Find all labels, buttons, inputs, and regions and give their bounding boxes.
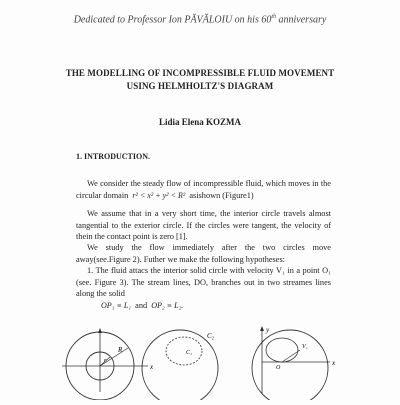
figure-1 [62,328,154,400]
paragraph-4 [76,265,331,311]
figures-row [0,322,400,400]
paper-title [0,67,400,93]
figure-3 [252,326,336,400]
author-name: Lidia Elena KOZMA [158,117,241,127]
dedication-suffix: anniversary [276,14,327,26]
paragraph-4-text: 1. The fluid attacs the interior solid circle with velocity V₁ in a point O₁ (see. Figure 3). The stream lines, DO, branches out in two streames lines along the solid [76,266,331,298]
paragraph-4-and: and [135,300,148,310]
fig3-label-y: y [266,326,270,334]
paragraph-4-math-line [76,300,331,312]
fig1-label-r: r [104,358,107,364]
figure-2 [142,330,218,400]
fig3-label-V: V₁ [302,344,308,350]
paragraph-1-text: We consider the steady flow of incompressible fluid, which moves in the circular domain [76,179,331,200]
fig1-label-x: x [150,363,154,371]
dedication-superscript: th [271,14,277,20]
fig3-outer-circle [252,330,328,400]
title-line-2: USING HELMHOLTZ'S DIAGRAM [126,81,274,91]
dedication-header [0,14,400,25]
fig3-label-O: O [276,365,281,371]
paragraph-4-math-1: OP₁ ≡ L₁ [101,300,132,310]
paragraph-1-tail: asishown (Figure1) [189,190,254,200]
fig3-y-arrow [260,326,264,331]
figures-svg [0,322,400,400]
title-line-1: THE MODELLING OF INCOMPRESSIBLE FLUID MOVEMENT [65,68,335,78]
fig3-inner-circle [266,338,298,362]
fig1-label-R: R [118,346,123,354]
fig2-inner-circle [166,337,202,365]
paragraph-4-math-2: OP₂ ≡ L₂. [151,300,184,310]
fig2-label-C1: C₁ [186,350,193,356]
paragraph-2: We assume that in a very short time, the interior circle travels almost tangential to the exterior circle. If the circles were tangent, the velocity of thein the contact point is zero [1]. [76,209,331,241]
paragraph-1-math: r² < x² + y² < R² [132,190,186,200]
fig2-label-C2: C₂ [207,332,215,340]
paragraph-1 [76,178,331,201]
dedication-text: Dedicated to Professor Ion PĂVĂLOIU on his 60 [73,14,272,26]
section-heading: 1. INTRODUCTION. [76,152,151,161]
paragraph-3: We study the flow immediately after the two circles move away(see.Figure 2). Futher we make the following hypotheses: [76,243,331,264]
fig3-label-x: x [332,359,336,367]
